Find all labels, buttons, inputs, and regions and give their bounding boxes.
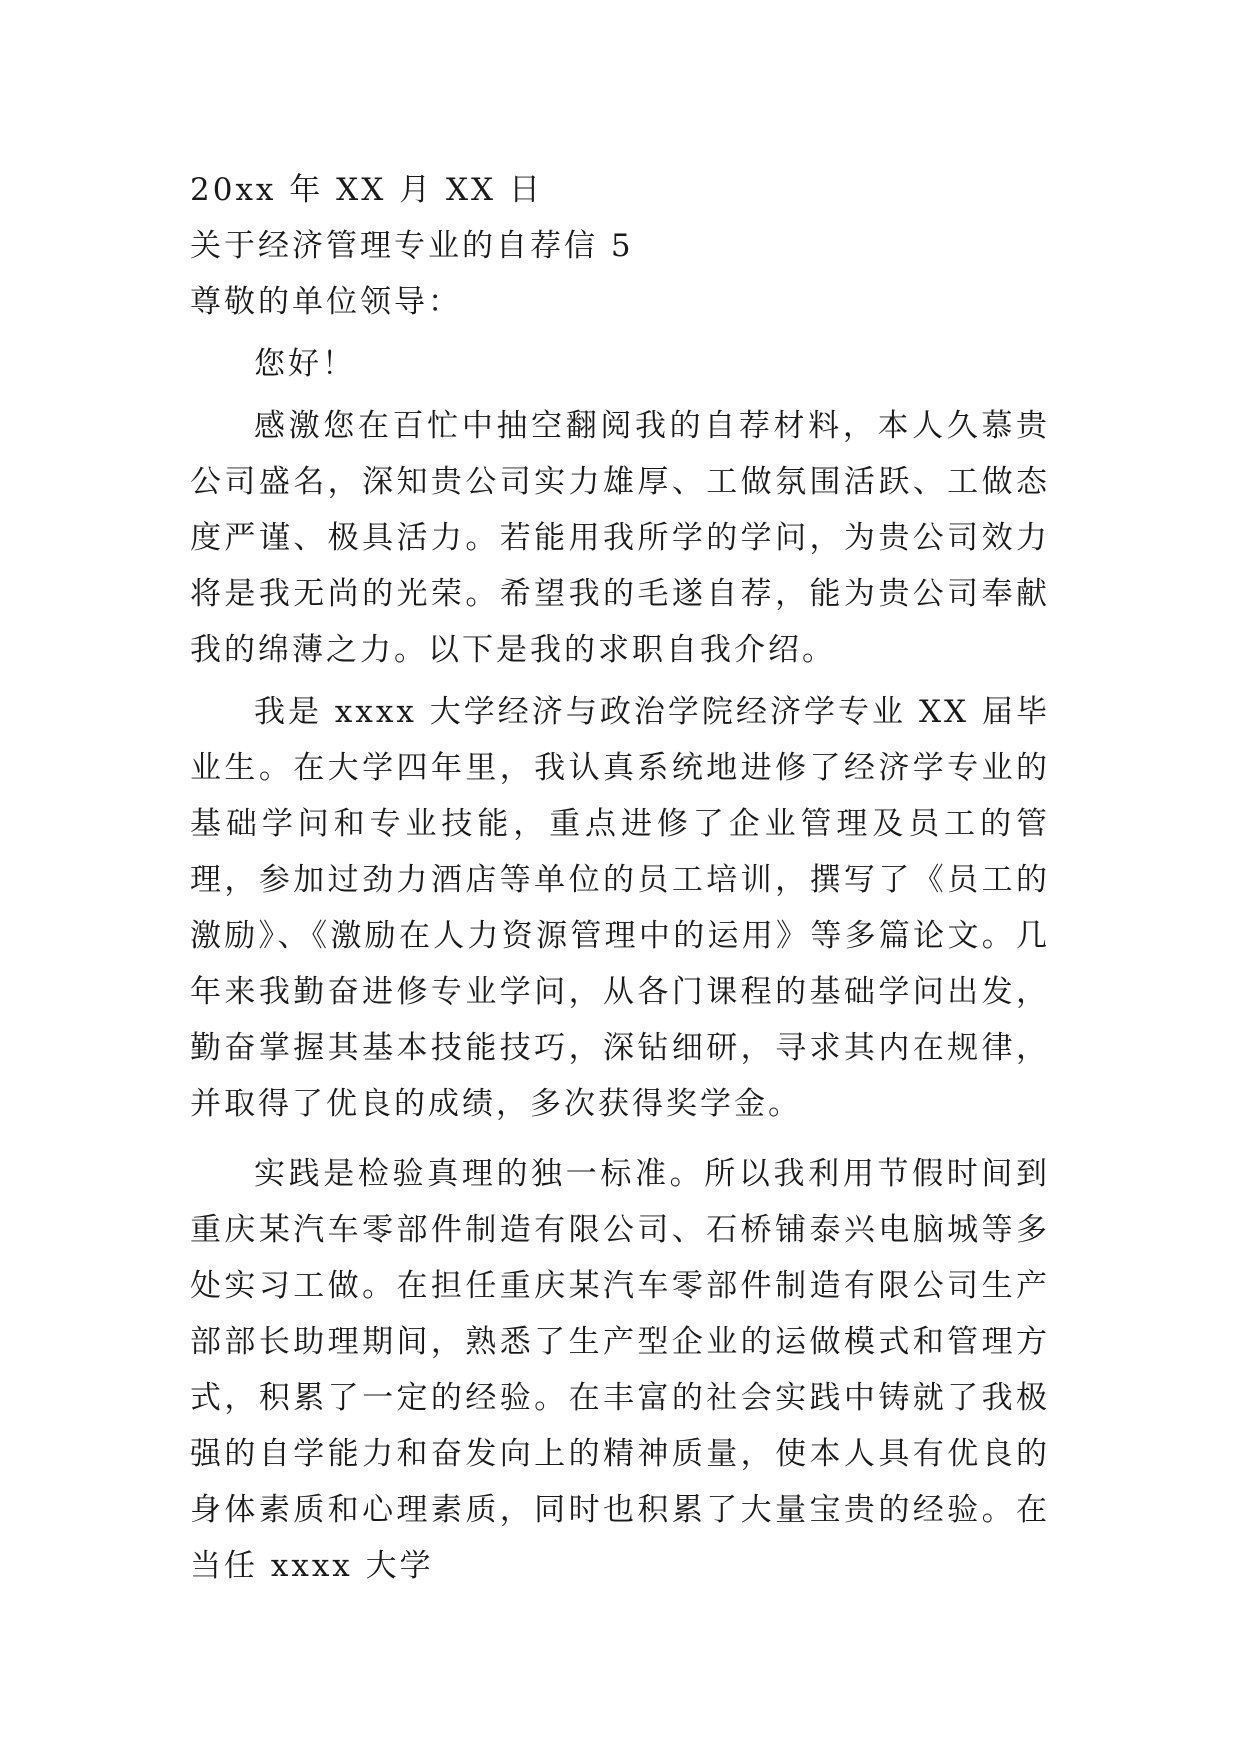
letter-body xyxy=(190,162,1050,1594)
paragraph-education: 我是 xxxx 大学经济与政治学院经济学专业 XX 届毕业生。在大学四年里，我认真系统地进修了经济学专业的基础学问和专业技能，重点进修了企业管理及员工的管理，参加过劲力酒店等单位的员工培训，撰写了《员工的激励》、《激励在人力资源管理中的运用》等多篇论文。几年来我勤奋进修专业学问，从各门课程的基础学问出发，勤奋掌握其基本技能技巧，深钻细研，寻求其内在规律，并取得了优良的成绩，多次获得奖学金。 xyxy=(190,694,1050,1122)
letter-salutation: 尊敬的单位领导： xyxy=(190,284,462,320)
letter-title: 关于经济管理专业的自荐信 5 xyxy=(190,228,634,264)
letter-greeting: 您好！ xyxy=(254,346,356,382)
paragraph-intro: 感激您在百忙中抽空翻阅我的自荐材料，本人久慕贵公司盛名，深知贵公司实力雄厚、工做氛围活跃、工做态度严谨、极具活力。若能用我所学的学问，为贵公司效力将是我无尚的光荣。希望我的毛遂自荐，能为贵公司奉献我的绵薄之力。以下是我的求职自我介绍。 xyxy=(190,408,1050,668)
letter-date: 20xx 年 XX 月 XX 日 xyxy=(190,172,543,208)
paragraph-practice: 实践是检验真理的独一标准。所以我利用节假时间到重庆某汽车零部件制造有限公司、石桥铺泰兴电脑城等多处实习工做。在担任重庆某汽车零部件制造有限公司生产部部长助理期间，熟悉了生产型企业的运做模式和管理方式，积累了一定的经验。在丰富的社会实践中铸就了我极强的自学能力和奋发向上的精神质量，使本人具有优良的身体素质和心理素质，同时也积累了大量宝贵的经验。在当任 xxxx 大学 xyxy=(190,1156,1050,1584)
